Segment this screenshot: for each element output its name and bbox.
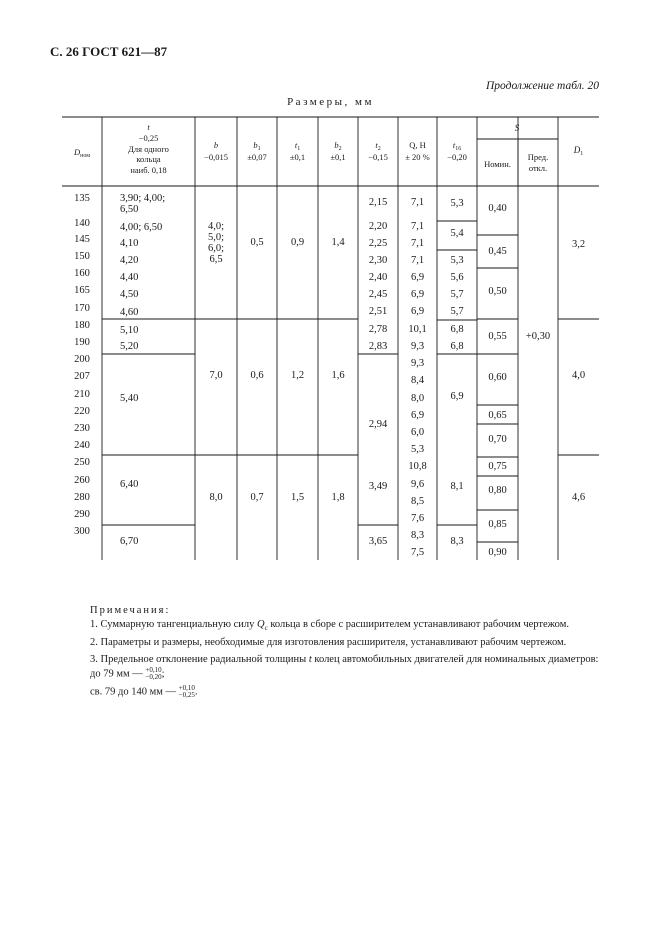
t16-value: 5,4 bbox=[450, 228, 464, 239]
header-t: t bbox=[147, 122, 150, 132]
q-value: 8,0 bbox=[410, 393, 425, 404]
s-nominal-value: 0,55 bbox=[488, 331, 507, 342]
q-value: 8,4 bbox=[410, 375, 425, 386]
q-value: 8,5 bbox=[410, 496, 425, 507]
header-t-tol: −0,25 bbox=[138, 133, 159, 143]
t-value: 4,60 bbox=[120, 307, 139, 318]
t-value: 5,20 bbox=[120, 341, 139, 352]
note-2: 2. Параметры и размеры, необходимые для изготовления расширителя, устанавливают рабочим чертежом. bbox=[90, 637, 567, 649]
s-nominal-value: 0,90 bbox=[488, 547, 507, 558]
q-value: 10,1 bbox=[408, 324, 427, 335]
header-t2: $t_2$ bbox=[375, 140, 381, 152]
b1-value: 0,6 bbox=[250, 370, 264, 381]
d-nom-value: 230 bbox=[74, 423, 90, 434]
t1-value: 1,5 bbox=[290, 492, 305, 503]
d-nom-value: 280 bbox=[74, 492, 90, 503]
q-value: 7,5 bbox=[410, 547, 425, 558]
header-t1: $t_1$ bbox=[294, 140, 301, 152]
s-nominal-value: 0,45 bbox=[488, 246, 507, 257]
notes-section bbox=[90, 604, 600, 699]
b-value: 8,0 bbox=[209, 492, 223, 503]
header-t-note-3: наиб. 0,18 bbox=[130, 165, 167, 175]
s-nominal-value: 0,75 bbox=[488, 461, 507, 472]
t2-value: 3,49 bbox=[368, 481, 388, 492]
t16-value: 6,8 bbox=[450, 341, 464, 352]
header-q-tol: ± 20 % bbox=[405, 152, 430, 162]
b1-value: 0,5 bbox=[250, 237, 264, 248]
note-3-line-1-text: до 79 мм — bbox=[90, 668, 143, 680]
tol-end-1: ; bbox=[161, 668, 165, 680]
header-s-nom: Номин. bbox=[484, 159, 511, 169]
t16-value: 5,6 bbox=[450, 272, 464, 283]
t2-value: 2,20 bbox=[368, 221, 388, 232]
d-nom-value: 180 bbox=[74, 320, 90, 331]
t-value: 4,20 bbox=[120, 255, 139, 266]
note-1 bbox=[90, 618, 600, 635]
t-value: 6,40 bbox=[120, 479, 139, 490]
d-nom-value: 190 bbox=[74, 337, 90, 348]
header-t-note-1: Для одного bbox=[128, 144, 169, 154]
header-d1: $D_1$ bbox=[573, 145, 584, 157]
d1-value: 4,0 bbox=[571, 370, 586, 381]
header-b1: $b_1$ bbox=[253, 140, 261, 152]
header-d-nom: $D_{ном}$ bbox=[73, 147, 91, 159]
s-nominal-value: 0,40 bbox=[488, 203, 507, 214]
t1-value: 0,9 bbox=[290, 237, 305, 248]
header-t2-tol: −0,15 bbox=[368, 152, 388, 162]
q-value: 9,3 bbox=[410, 341, 425, 352]
q-value: 6,0 bbox=[410, 427, 425, 438]
note-3-line-2-text: св. 79 до 140 мм — bbox=[90, 686, 176, 698]
t2-value: 2,30 bbox=[368, 255, 388, 266]
d1-value: 3,2 bbox=[571, 239, 586, 250]
note-1-pre: 1. Суммарную тангенциальную силу bbox=[90, 619, 258, 630]
note-3-line-2 bbox=[90, 685, 600, 699]
q-value: 7,1 bbox=[410, 197, 425, 208]
b-value: 4,0; bbox=[207, 221, 225, 232]
header-t1-tol: ±0,1 bbox=[289, 152, 306, 162]
t16-value: 8,3 bbox=[450, 536, 464, 547]
d-nom-value: 240 bbox=[74, 440, 90, 451]
d-nom-value: 207 bbox=[74, 371, 90, 382]
header-s-pred-1: Пред. bbox=[527, 152, 549, 162]
header-t16: $t_{16}$ bbox=[452, 140, 462, 152]
d-nom-value: 170 bbox=[74, 303, 90, 314]
t2-value: 2,94 bbox=[368, 419, 388, 430]
q-value: 7,1 bbox=[410, 238, 425, 249]
b-value: 6,0; bbox=[207, 243, 225, 254]
q-value: 7,6 bbox=[410, 513, 425, 524]
tol-lower-2: −0,25 bbox=[178, 691, 195, 700]
b2-value: 1,6 bbox=[331, 370, 345, 381]
t2-value: 2,15 bbox=[368, 197, 388, 208]
s-nominal-value: 0,60 bbox=[488, 372, 507, 383]
header-b2: $b_2$ bbox=[334, 140, 342, 152]
b-value: 7,0 bbox=[209, 370, 223, 381]
s-limit-value: +0,30 bbox=[525, 331, 551, 342]
d-nom-value: 200 bbox=[74, 354, 90, 365]
t-value: 4,40 bbox=[120, 272, 139, 283]
t1-value: 1,2 bbox=[290, 370, 305, 381]
t-value: 6,50 bbox=[120, 204, 139, 215]
d-nom-value: 165 bbox=[74, 285, 90, 296]
q-value: 6,9 bbox=[410, 306, 425, 317]
t-value: 5,40 bbox=[120, 393, 139, 404]
d1-value: 4,6 bbox=[571, 492, 586, 503]
dimensions-caption: Размеры, мм bbox=[287, 96, 374, 108]
tol-upper-1: +0,10 bbox=[145, 666, 162, 675]
t16-value: 5,3 bbox=[450, 255, 464, 266]
tolerance-fraction-1 bbox=[145, 667, 161, 681]
header-t16-tol: −0,20 bbox=[447, 152, 467, 162]
header-b1-tol: ±0,07 bbox=[247, 152, 267, 162]
s-nominal-value: 0,50 bbox=[488, 286, 507, 297]
note-1-sub: c bbox=[264, 624, 268, 633]
d-nom-value: 260 bbox=[74, 475, 90, 486]
t16-value: 5,7 bbox=[450, 289, 464, 300]
t2-value: 3,65 bbox=[368, 536, 388, 547]
t-value: 4,00; 6,50 bbox=[120, 222, 163, 233]
d-nom-value: 220 bbox=[74, 406, 90, 417]
header-b-tol: −0,015 bbox=[204, 152, 228, 162]
t-value: 4,10 bbox=[120, 238, 139, 249]
header-s-pred-2: откл. bbox=[528, 163, 548, 173]
t2-value: 2,83 bbox=[368, 341, 388, 352]
note-3-post: колец автомобильных двигателей для номинальных диаметров: bbox=[311, 654, 599, 666]
d-nom-value: 300 bbox=[74, 526, 90, 537]
t2-value: 2,40 bbox=[368, 272, 388, 283]
tol-end-2: . bbox=[194, 686, 198, 698]
note-1-q: Q bbox=[257, 619, 265, 630]
b-value: 6,5 bbox=[209, 254, 223, 265]
d-nom-value: 150 bbox=[74, 251, 90, 262]
q-value: 6,9 bbox=[410, 272, 425, 283]
d-nom-value: 210 bbox=[74, 389, 90, 400]
q-value: 8,3 bbox=[410, 530, 425, 541]
b1-value: 0,7 bbox=[250, 492, 264, 503]
t2-value: 2,51 bbox=[368, 306, 388, 317]
d-nom-value: 290 bbox=[74, 509, 90, 520]
t2-value: 2,45 bbox=[368, 289, 388, 300]
t16-value: 5,3 bbox=[450, 198, 464, 209]
q-value: 7,1 bbox=[410, 255, 425, 266]
note-3-line-1 bbox=[90, 667, 600, 681]
table-continuation-label: Продолжение табл. 20 bbox=[486, 80, 599, 92]
note-3-pre: 3. Предельное отклонение радиальной толщины bbox=[90, 654, 309, 666]
header-s: S bbox=[514, 123, 520, 133]
q-value: 5,3 bbox=[410, 444, 425, 455]
q-value: 10,8 bbox=[408, 461, 427, 472]
s-nominal-value: 0,70 bbox=[488, 434, 507, 445]
t16-value: 6,8 bbox=[450, 324, 464, 335]
q-value: 7,1 bbox=[410, 221, 425, 232]
notes-title: Примечания: bbox=[90, 605, 171, 616]
tolerance-fraction-2 bbox=[179, 685, 195, 699]
page-header: С. 26 ГОСТ 621—87 bbox=[50, 44, 168, 59]
note-1-post: кольца в сборе с расширителем устанавливают рабочим чертежом. bbox=[267, 619, 569, 630]
header-b: b bbox=[213, 140, 219, 150]
t-value: 6,70 bbox=[120, 536, 139, 547]
q-value: 9,3 bbox=[410, 358, 425, 369]
d-nom-value: 250 bbox=[74, 457, 90, 468]
note-3-t: t bbox=[308, 654, 312, 666]
s-nominal-value: 0,85 bbox=[488, 519, 507, 530]
s-nominal-value: 0,65 bbox=[488, 410, 507, 421]
header-t-note-2: кольца bbox=[136, 154, 161, 164]
t2-value: 2,78 bbox=[368, 324, 388, 335]
header-b2-tol: ±0,1 bbox=[330, 152, 346, 162]
t-value: 4,50 bbox=[120, 289, 139, 300]
t2-value: 2,25 bbox=[368, 238, 388, 249]
b2-value: 1,4 bbox=[331, 237, 345, 248]
s-nominal-value: 0,80 bbox=[488, 485, 507, 496]
b-value: 5,0; bbox=[207, 232, 225, 243]
d-nom-value: 135 bbox=[74, 193, 90, 204]
q-value: 9,6 bbox=[410, 479, 425, 490]
q-value: 6,9 bbox=[410, 410, 425, 421]
note-3 bbox=[60, 653, 600, 666]
tol-upper-2: +0,10 bbox=[178, 684, 195, 693]
t16-value: 5,7 bbox=[450, 306, 464, 317]
b2-value: 1,8 bbox=[331, 492, 345, 503]
d-nom-value: 145 bbox=[74, 234, 90, 245]
d-nom-value: 140 bbox=[74, 218, 90, 229]
header-q: Q, Н bbox=[409, 140, 426, 150]
d-nom-value: 160 bbox=[74, 268, 90, 279]
t16-value: 8,1 bbox=[450, 481, 464, 492]
tol-lower-1: −0,20 bbox=[145, 673, 162, 682]
q-value: 6,9 bbox=[410, 289, 425, 300]
t-value: 3,90; 4,00; bbox=[120, 193, 166, 204]
t16-value: 6,9 bbox=[450, 391, 464, 402]
t-value: 5,10 bbox=[120, 325, 139, 336]
